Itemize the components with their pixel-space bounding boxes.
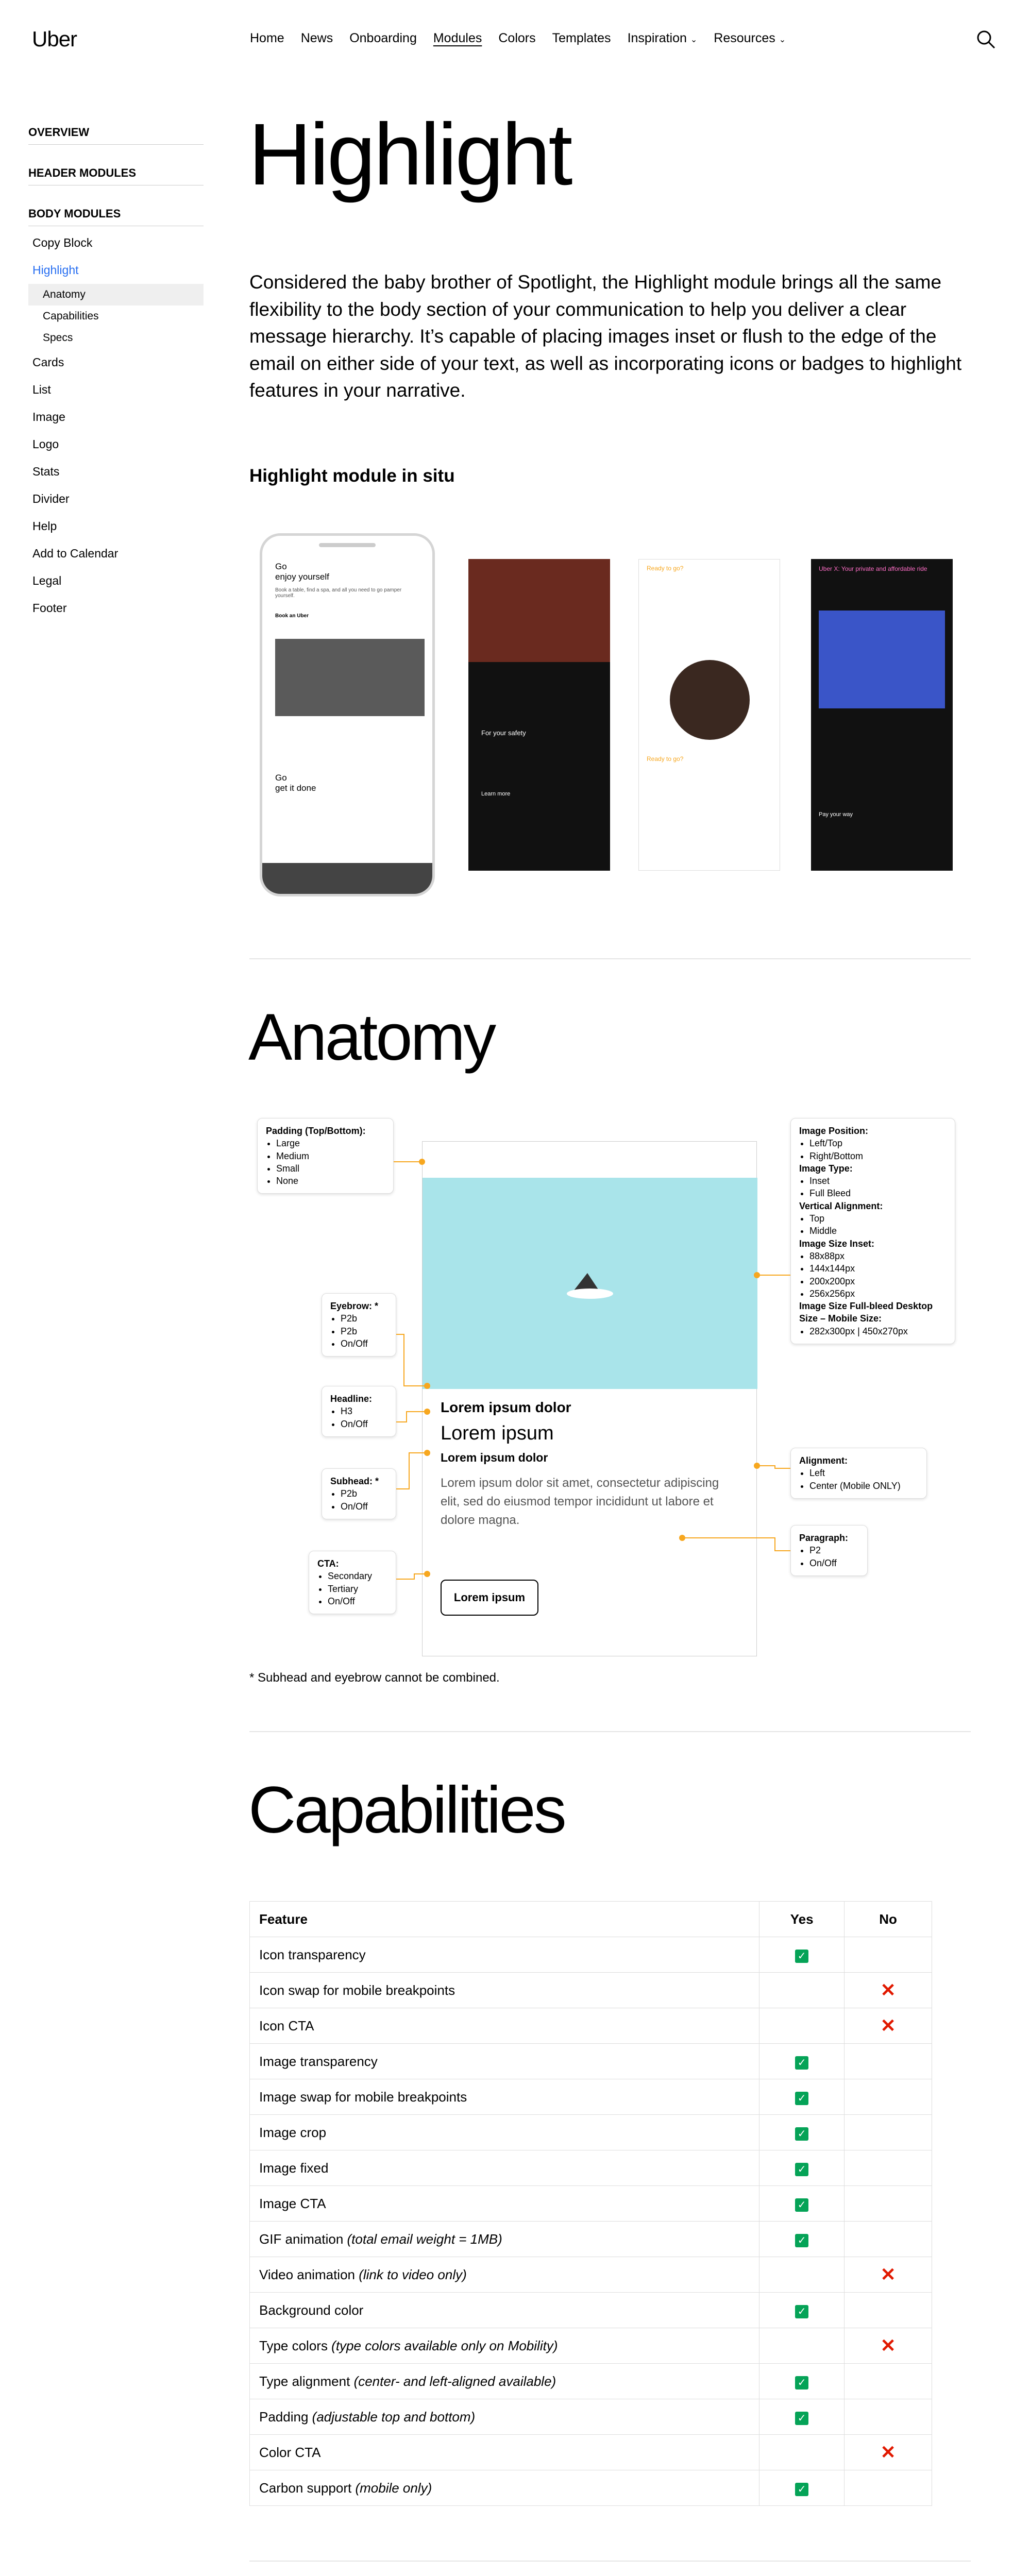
table-row — [250, 1973, 932, 2008]
table-row — [250, 2115, 932, 2150]
cloud-icon — [564, 1268, 616, 1299]
sidebar-header-modules[interactable]: HEADER MODULES — [28, 159, 204, 185]
sidebar — [28, 118, 204, 622]
anatomy-eyebrow-text: Lorem ipsum dolor — [441, 1399, 571, 1415]
nav-news[interactable]: News — [300, 31, 333, 45]
sidebar-item-legal[interactable]: Legal — [32, 574, 62, 587]
feature-cell: GIF animation (total email weight = 1MB) — [250, 2222, 759, 2257]
feature-cell: Image swap for mobile breakpoints — [250, 2079, 759, 2115]
cross-icon: ✕ — [880, 2441, 896, 2463]
chevron-down-icon: ⌄ — [779, 36, 786, 44]
yes-cell — [759, 2008, 845, 2044]
nav-resources[interactable] — [714, 31, 786, 46]
nav-resources-label: Resources — [714, 31, 775, 45]
table-row — [250, 2150, 932, 2186]
feature-cell: Image crop — [250, 2115, 759, 2150]
no-cell — [845, 2399, 932, 2435]
nav-colors[interactable]: Colors — [498, 31, 536, 45]
anatomy-headline-text: Lorem ipsum — [441, 1422, 554, 1444]
nav-modules[interactable]: Modules — [433, 31, 482, 45]
no-cell — [845, 2079, 932, 2115]
main-nav — [250, 31, 786, 46]
yes-cell — [759, 2293, 845, 2328]
table-header-row — [250, 1902, 932, 1937]
feature-cell: Carbon support (mobile only) — [250, 2470, 759, 2506]
table-row — [250, 2044, 932, 2079]
table-row — [250, 2399, 932, 2435]
capabilities-table — [249, 1901, 932, 2506]
sidebar-item-list[interactable]: List — [32, 383, 51, 396]
mock-link: Learn more — [481, 791, 511, 797]
anatomy-title: Anatomy — [248, 1001, 495, 1074]
table-row — [250, 2186, 932, 2222]
annotation-paragraph: Paragraph: • P2 • On/Off — [790, 1525, 868, 1576]
feature-cell: Icon swap for mobile breakpoints — [250, 1973, 759, 2008]
cross-icon: ✕ — [880, 2014, 896, 2036]
mock-heading-2: Ready to go? — [647, 755, 684, 762]
check-icon: ✓ — [795, 2376, 808, 2389]
phone-mockup-3 — [638, 559, 780, 871]
feature-cell: Icon CTA — [250, 2008, 759, 2044]
search-icon[interactable] — [975, 29, 996, 49]
no-cell — [845, 2364, 932, 2399]
phone-mockup-1 — [260, 533, 435, 896]
yes-cell — [759, 1973, 845, 2008]
table-row — [250, 1937, 932, 1973]
table-row — [250, 2328, 932, 2364]
yes-cell — [759, 2222, 845, 2257]
no-cell — [845, 2470, 932, 2506]
nav-onboarding[interactable]: Onboarding — [349, 31, 417, 45]
cross-icon: ✕ — [880, 1979, 896, 2001]
feature-cell: Image CTA — [250, 2186, 759, 2222]
no-cell — [845, 2008, 932, 2044]
sidebar-item-highlight[interactable]: Highlight — [32, 263, 79, 277]
table-row — [250, 2257, 932, 2293]
mock-heading: For your safety — [481, 729, 526, 737]
feature-cell: Type colors (type colors available only on Mobility) — [250, 2328, 759, 2364]
feature-cell: Video animation (link to video only) — [250, 2257, 759, 2293]
no-cell — [845, 2150, 932, 2186]
check-icon: ✓ — [795, 2056, 808, 2070]
sidebar-sub-anatomy[interactable]: Anatomy — [28, 284, 204, 306]
anatomy-body-text: Lorem ipsum dolor sit amet, consectetur adipiscing elit, sed do eiusmod tempor incididunt ut labore et dolore magna. — [441, 1476, 719, 1527]
feature-cell: Image transparency — [250, 2044, 759, 2079]
sidebar-sub-capabilities[interactable]: Capabilities — [43, 310, 99, 322]
mock-text: Pay your way — [819, 811, 853, 818]
feature-cell: Padding (adjustable top and bottom) — [250, 2399, 759, 2435]
check-icon: ✓ — [795, 2127, 808, 2141]
cross-icon: ✕ — [880, 2334, 896, 2356]
nav-templates[interactable]: Templates — [552, 31, 611, 45]
phone-mockup-4 — [811, 559, 953, 871]
sidebar-body-modules[interactable]: BODY MODULES — [28, 200, 204, 226]
sidebar-item-divider[interactable]: Divider — [32, 492, 70, 505]
sidebar-item-cards[interactable]: Cards — [32, 355, 64, 369]
chevron-down-icon: ⌄ — [690, 36, 698, 44]
no-cell — [845, 2435, 932, 2470]
check-icon: ✓ — [795, 1950, 808, 1963]
feature-cell: Image fixed — [250, 2150, 759, 2186]
cross-icon: ✕ — [880, 2263, 896, 2285]
yes-cell — [759, 2079, 845, 2115]
mock-image-2 — [262, 863, 435, 896]
sidebar-item-image[interactable]: Image — [32, 410, 65, 423]
check-icon: ✓ — [795, 2305, 808, 2318]
sidebar-overview[interactable]: OVERVIEW — [28, 118, 204, 145]
section-divider — [249, 1731, 971, 1732]
yes-cell — [759, 2115, 845, 2150]
sidebar-item-logo[interactable]: Logo — [32, 437, 59, 451]
mock-heading: Uber X: Your private and affordable ride — [819, 565, 927, 572]
phone-mockup-2 — [468, 559, 610, 871]
annotation-subhead: Subhead: * • P2b • On/Off — [322, 1468, 396, 1519]
no-cell — [845, 2186, 932, 2222]
yes-cell — [759, 2328, 845, 2364]
sidebar-item-stats[interactable]: Stats — [32, 465, 60, 478]
capabilities-title: Capabilities — [248, 1773, 565, 1847]
table-row — [250, 2435, 932, 2470]
sidebar-item-footer[interactable]: Footer — [32, 601, 67, 615]
mock-heading: Ready to go? — [647, 565, 684, 572]
no-cell — [845, 2293, 932, 2328]
feature-cell: Icon transparency — [250, 1937, 759, 1973]
no-cell — [845, 2257, 932, 2293]
sidebar-item-copy-block[interactable]: Copy Block — [32, 236, 93, 249]
insitu-heading: Highlight module in situ — [249, 466, 455, 486]
mock-eyebrow-2: Go get it done — [275, 773, 316, 793]
nav-inspiration-label: Inspiration — [627, 31, 687, 45]
page-title: Highlight — [248, 106, 571, 204]
yes-cell — [759, 2470, 845, 2506]
intro-paragraph: Considered the baby brother of Spotlight, the Highlight module brings all the same flexibility to the body section of your communication to help you deliver a clear message hierarchy. It’s capable of placing images inset or flush to the edge of the email on either side of your text, as well as incorporating icons or badges to highlight features in your narrative. — [249, 272, 962, 401]
yes-cell — [759, 2044, 845, 2079]
yes-cell — [759, 2257, 845, 2293]
no-cell — [845, 2044, 932, 2079]
table-row — [250, 2470, 932, 2506]
section-divider — [249, 2561, 971, 2562]
check-icon: ✓ — [795, 2234, 808, 2247]
check-icon: ✓ — [795, 2483, 808, 2496]
annotation-alignment: Alignment: • Left • Center (Mobile ONLY) — [790, 1448, 927, 1499]
anatomy-cta-button: Lorem ipsum — [441, 1580, 538, 1616]
yes-cell — [759, 2186, 845, 2222]
mock-image — [275, 639, 425, 716]
annotation-headline: Headline: • H3 • On/Off — [322, 1386, 396, 1437]
mock-eyebrow: Go enjoy yourself — [275, 562, 329, 582]
yes-cell — [759, 2364, 845, 2399]
annotation-image: Image Position: • Left/Top • Right/Bottom Image Type: • Inset • Full Bleed Vertical Alignment: • Top • Middle Image Size Inset: • 88x88px • 144x144px • 200x200px • 256x256px Image Size Full-bleed Desktop Size – Mobile Size: • 282x300px | 450x270px — [790, 1118, 955, 1344]
no-cell — [845, 2328, 932, 2364]
insitu-gallery — [249, 533, 971, 904]
sidebar-item-add-to-calendar[interactable]: Add to Calendar — [32, 547, 119, 560]
check-icon: ✓ — [795, 2163, 808, 2176]
table-row — [250, 2008, 932, 2044]
table-row — [250, 2293, 932, 2328]
nav-home[interactable]: Home — [250, 31, 284, 45]
feature-cell: Color CTA — [250, 2435, 759, 2470]
feature-cell: Background color — [250, 2293, 759, 2328]
sidebar-item-help[interactable]: Help — [32, 519, 57, 533]
col-no: No — [845, 1902, 932, 1937]
no-cell — [845, 1973, 932, 2008]
check-icon: ✓ — [795, 2092, 808, 2105]
annotation-eyebrow: Eyebrow: * • P2b • P2b • On/Off — [322, 1293, 396, 1357]
anatomy-footnote: * Subhead and eyebrow cannot be combined. — [249, 1671, 500, 1685]
check-icon: ✓ — [795, 2412, 808, 2425]
no-cell — [845, 2115, 932, 2150]
table-row — [250, 2222, 932, 2257]
annotation-cta: CTA: • Secondary • Tertiary • On/Off — [309, 1551, 396, 1614]
table-row — [250, 2364, 932, 2399]
nav-inspiration[interactable] — [628, 31, 698, 46]
top-header — [0, 0, 1030, 77]
section-divider — [249, 958, 971, 959]
image-placeholder — [423, 1178, 757, 1389]
col-yes: Yes — [759, 1902, 845, 1937]
no-cell — [845, 1937, 932, 1973]
anatomy-subhead-text: Lorem ipsum dolor — [441, 1451, 548, 1464]
anatomy-diagram — [249, 1118, 971, 1654]
uber-logo[interactable]: Uber — [32, 27, 77, 51]
col-feature: Feature — [250, 1902, 759, 1937]
no-cell — [845, 2222, 932, 2257]
table-row — [250, 2079, 932, 2115]
check-icon: ✓ — [795, 2198, 808, 2212]
mock-cta: Book an Uber — [275, 613, 309, 619]
yes-cell — [759, 2399, 845, 2435]
annotation-padding: Padding (Top/Bottom): • Large • Medium • Small • None — [257, 1118, 394, 1194]
email-preview — [422, 1141, 757, 1656]
yes-cell — [759, 1937, 845, 1973]
feature-cell: Type alignment (center- and left-aligned available) — [250, 2364, 759, 2399]
mock-body: Book a table, find a spa, and all you need to go pamper yourself. — [275, 587, 402, 599]
yes-cell — [759, 2435, 845, 2470]
sidebar-sub-specs[interactable]: Specs — [43, 332, 73, 344]
yes-cell — [759, 2150, 845, 2186]
